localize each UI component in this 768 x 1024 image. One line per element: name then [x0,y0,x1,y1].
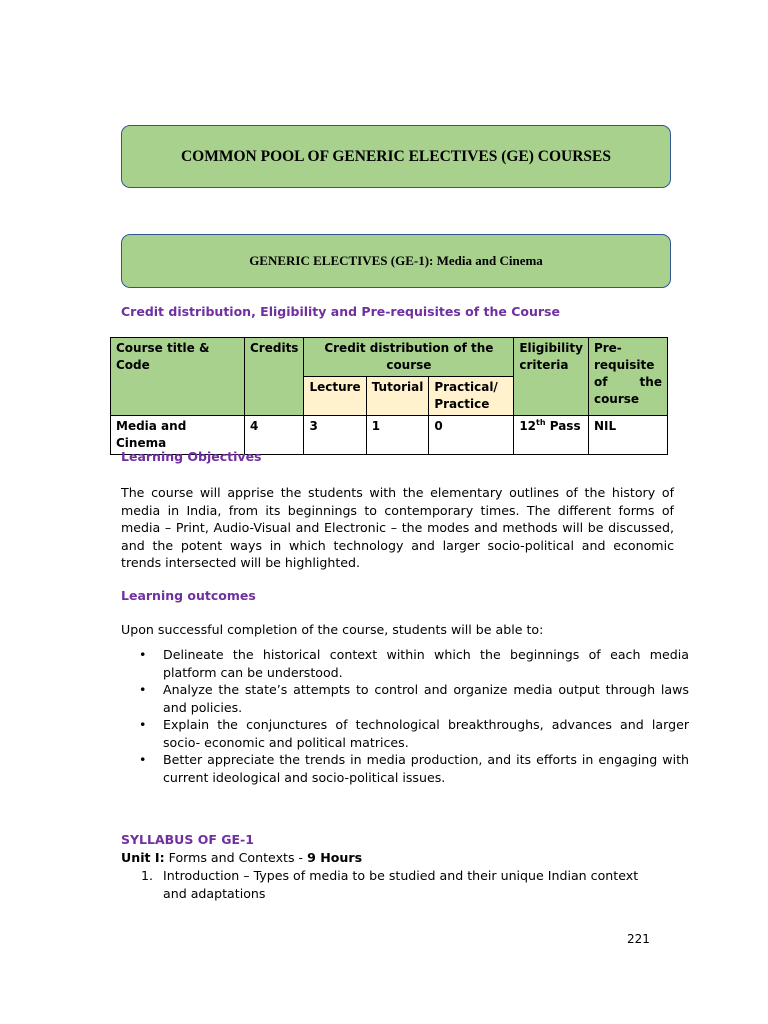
outcomes-heading: Learning outcomes [121,588,256,603]
main-title-banner [121,125,671,188]
course-title: GENERIC ELECTIVES (GE-1): Media and Cinema [249,253,543,268]
bullet-icon: • [139,717,147,732]
outcomes-list [121,646,689,786]
header-lecture: Lecture [304,377,366,416]
list-item: 1. Introduction – Types of media to be studied and their unique Indian context and adaptations [141,868,639,901]
list-item: • Explain the conjunctures of technological breakthroughs, advances and larger socio- economic and political matrices. [139,717,689,750]
bullet-icon: • [139,752,147,767]
cell-tutorial: 1 [366,416,429,455]
header-credits: Credits [245,338,304,416]
list-item: • Delineate the historical context within which the beginnings of each media platform can be understood. [139,647,689,680]
list-item: • Better appreciate the trends in media production, and its efforts in engaging with current ideological and socio-political issues. [139,752,689,785]
cell-credits: 4 [245,416,304,455]
main-title: COMMON POOL OF GENERIC ELECTIVES (GE) COURSES [180,147,612,165]
cell-course: Media and Cinema [111,416,245,455]
cell-prerequisite: NIL [588,416,667,455]
credit-table [110,337,668,455]
header-credit-distribution: Credit distribution of the course [304,338,514,377]
cell-eligibility: 12th Pass [514,416,589,455]
cell-practical: 0 [429,416,514,455]
syllabus-heading: SYLLABUS OF GE-1 [121,832,254,847]
unit-line: Unit I: Forms and Contexts - 9 Hours [121,850,363,865]
bullet-icon: • [139,647,147,662]
syllabus-list [121,867,647,902]
credit-heading: Credit distribution, Eligibility and Pre-requisites of the Course [121,304,560,319]
header-prerequisite: Pre-requisite of the course [588,338,667,416]
objectives-text: The course will apprise the students with the elementary outlines of the history of media in India, from its beginnings to contemporary times. The different forms of media – Print, Audio-Visual and Electronic – the modes and methods will be discussed, and the potent ways in which technology and larger socio-political and economic trends intersected will be highlighted. [121,485,674,570]
header-tutorial: Tutorial [366,377,429,416]
course-title-banner [121,234,671,288]
page-number: 221 [627,932,650,946]
outcomes-intro: Upon successful completion of the course, students will be able to: [121,622,544,637]
header-practical: Practical/ Practice [429,377,514,416]
objectives-heading: Learning Objectives [121,449,262,464]
cell-lecture: 3 [304,416,366,455]
header-eligibility: Eligibility criteria [514,338,589,416]
list-item: • Analyze the state’s attempts to control and organize media output through laws and policies. [139,682,689,715]
bullet-icon: • [139,682,147,697]
header-course-title: Course title & Code [111,338,245,416]
